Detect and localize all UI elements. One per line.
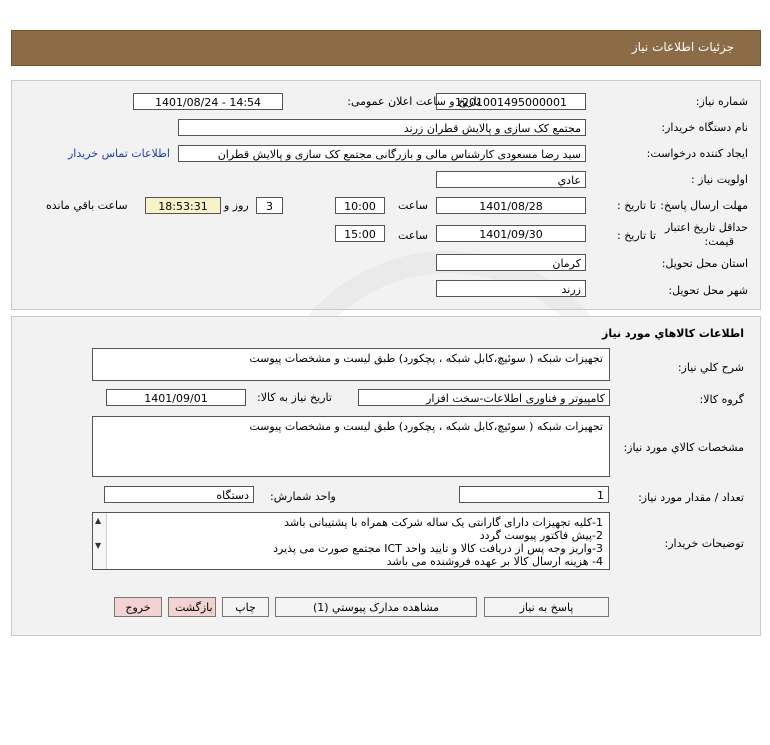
deadline-until-label: تا تاريخ : (617, 199, 656, 212)
buyer-contact-link[interactable]: اطلاعات تماس خريدار (68, 147, 170, 160)
validity-label-line2: قيمت: (704, 235, 734, 248)
days-label: روز و (224, 199, 249, 212)
buyer-org-field: مجتمع کک سازی و پالایش قطران زرند (178, 119, 586, 136)
summary-label: شرح کلي نياز: (677, 361, 744, 374)
note-line: 3-واریز وجه پس از دریافت کالا و تایید واحد ICT مجتمع صورت می پذیرد (273, 542, 603, 555)
notes-scrollbar[interactable] (93, 513, 107, 569)
announce-datetime-field: 1401/08/24 - 14:54 (133, 93, 283, 110)
need-date-label: تاريخ نياز به کالا: (257, 391, 332, 404)
reply-button[interactable]: پاسخ به نياز (484, 597, 609, 617)
unit-field: دستگاه (104, 486, 254, 503)
remaining-time-label: ساعت باقي مانده (46, 199, 128, 212)
request-info-panel (11, 80, 761, 310)
requester-field: سید رضا مسعودی کارشناس مالی و بازرگانی مجتمع کک سازی و پالایش قطران (178, 145, 586, 162)
city-label: شهر محل تحويل: (668, 284, 748, 297)
validity-date-field: 1401/09/30 (436, 225, 586, 242)
announce-datetime-label: تاريخ و ساعت اعلان عمومی: (347, 95, 480, 108)
unit-label: واحد شمارش: (270, 490, 336, 503)
validity-until-label: تا تاريخ : (617, 229, 656, 242)
deadline-label: مهلت ارسال پاسخ: (660, 199, 748, 212)
back-button[interactable]: بازگشت (168, 597, 216, 617)
summary-field: تجهیزات شبکه ( سوئیچ،کابل شبکه ، پچکورد) طبق لیست و مشخصات پیوست (92, 348, 610, 381)
note-line: 4- هزینه ارسال کالا بر عهده فروشنده می باشد (386, 555, 603, 568)
deadline-time-field: 10:00 (335, 197, 385, 214)
remaining-time-field: 18:53:31 (145, 197, 221, 214)
qty-field: 1 (459, 486, 609, 503)
validity-time-label: ساعت (398, 229, 428, 242)
need-number-field: 1201001495000001 (436, 93, 586, 110)
priority-field: عادي (436, 171, 586, 188)
priority-label: اولويت نياز : (690, 173, 748, 186)
deadline-time-label: ساعت (398, 199, 428, 212)
validity-time-field: 15:00 (335, 225, 385, 242)
view-attachments-button[interactable]: مشاهده مدارک پيوستي (1) (275, 597, 477, 617)
scroll-up-icon[interactable]: ▲ (95, 516, 102, 525)
buyer-org-label: نام دستگاه خريدار: (661, 121, 748, 134)
specs-field: تجهیزات شبکه ( سوئیچ،کابل شبکه ، پچکورد) طبق لیست و مشخصات پیوست (92, 416, 610, 477)
goods-info-panel (11, 316, 761, 636)
scroll-down-icon[interactable]: ▼ (95, 541, 102, 550)
province-field: کرمان (436, 254, 586, 271)
page-header (11, 30, 761, 66)
goods-group-field: کامپیوتر و فناوری اطلاعات-سخت افزار (358, 389, 610, 406)
page-title: جزئيات اطلاعات نياز (631, 40, 734, 54)
qty-label: تعداد / مقدار مورد نياز: (638, 491, 744, 504)
deadline-date-field: 1401/08/28 (436, 197, 586, 214)
need-number-label: شماره نياز: (695, 95, 748, 108)
print-button[interactable]: چاپ (222, 597, 269, 617)
requester-label: ايجاد کننده درخواست: (646, 147, 748, 160)
days-remaining-field: 3 (256, 197, 283, 214)
buyer-notes-field[interactable] (92, 512, 610, 570)
validity-label-line1: حداقل تاريخ اعتبار (664, 221, 748, 234)
note-line: 1-کلیه تجهیزات دارای گارانتی یک ساله شرکت همراه با پشتیبانی باشد (284, 516, 603, 529)
need-date-field: 1401/09/01 (106, 389, 246, 406)
province-label: استان محل تحويل: (661, 257, 748, 270)
exit-button[interactable]: خروج (114, 597, 162, 617)
goods-group-label: گروه کالا: (699, 393, 744, 406)
buyer-notes-label: توضيحات خريدار: (664, 537, 744, 550)
specs-label: مشخصات کالاي مورد نياز: (623, 441, 744, 454)
goods-section-title: اطلاعات کالاهاي مورد نياز (602, 327, 744, 340)
note-line: 2-پیش فاکتور پیوست گردد (479, 529, 603, 542)
city-field: زرند (436, 280, 586, 297)
